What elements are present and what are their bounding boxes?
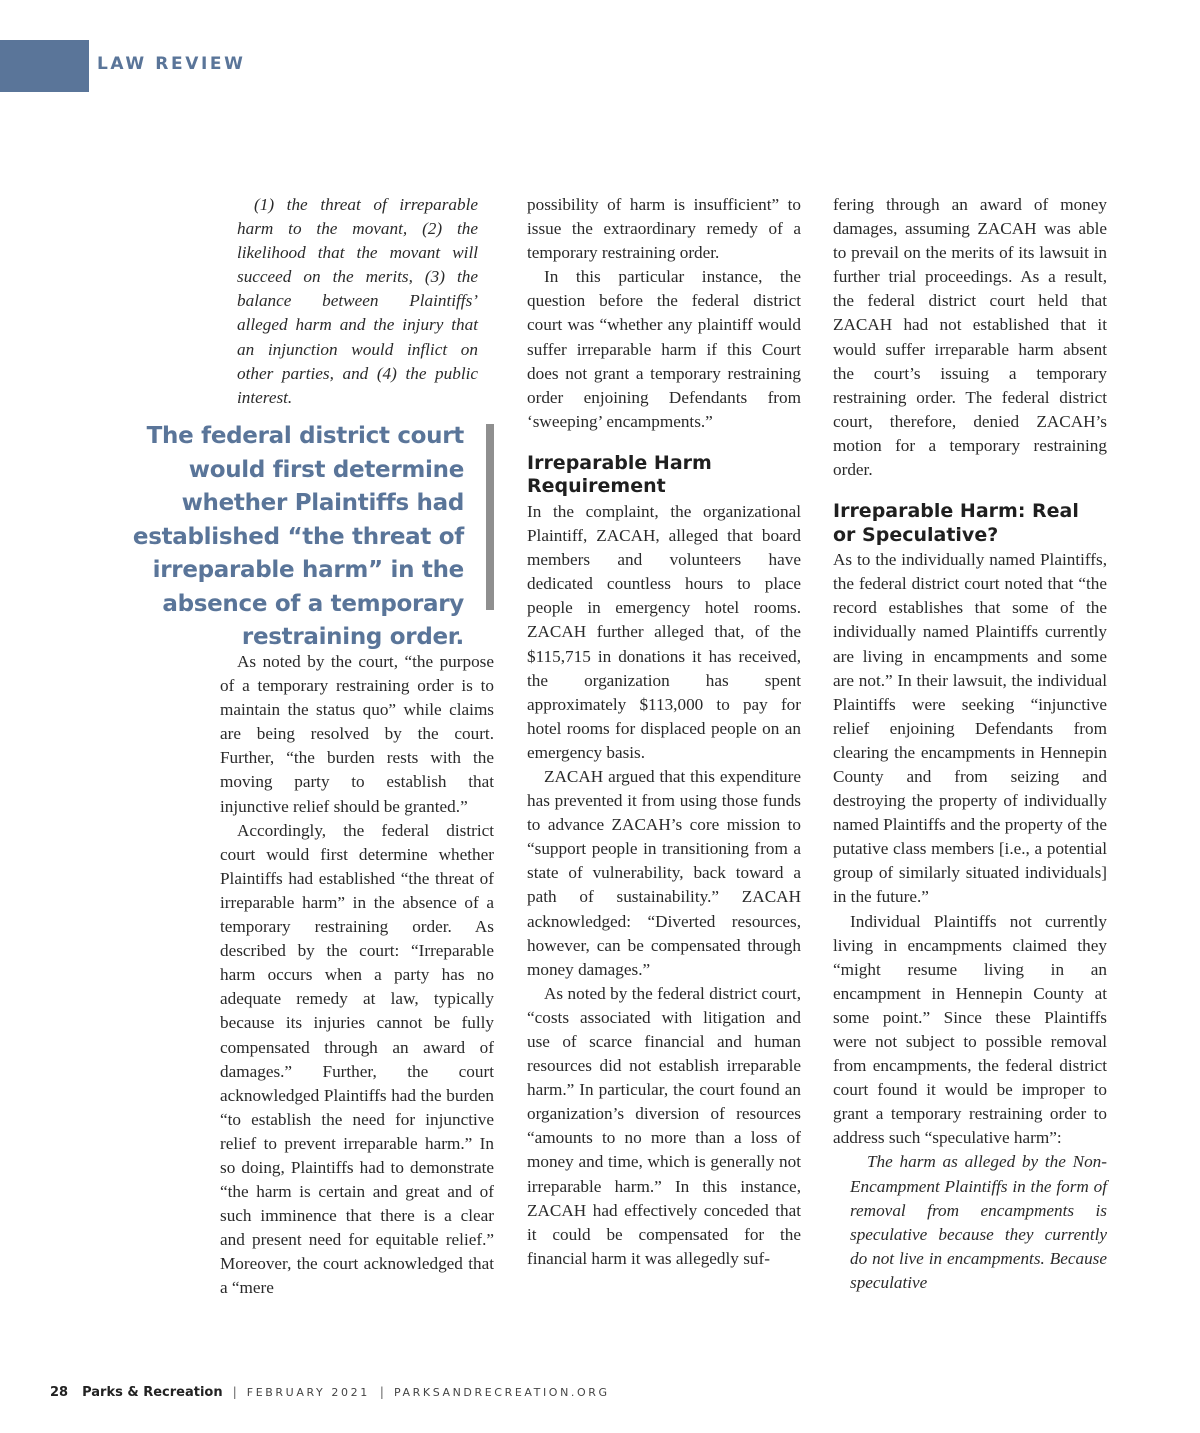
column-1 — [220, 650, 494, 1301]
paragraph: As noted by the federal district court, “costs associated with litigation and use of scarce financial and human resources did not establish irreparable harm.” In particular, the court found an organization’s diversion of resources “amounts to no more than a loss of money and time, which is generally not irreparable harm.” In this instance, ZACAH had effectively conceded that it could be compensated for the financial harm it was allegedly suf- — [527, 983, 801, 1268]
pull-quote: The federal district court would first determine whether Plaintiffs had established “the threat of irreparable harm” in the absence of a temporary restraining order. — [132, 423, 464, 650]
paragraph: As to the individually named Plaintiffs, the federal district court noted that “the record establishes that some of the individually named Plaintiffs currently are living in encampments and some are not.” In their lawsuit, the individual Plaintiffs were seeking “injunctive relief enjoining Defendants from clearing the encampments in Hennepin County and from seizing and destroying the property of individually named Plaintiffs and the property of the putative class members [i.e., a potential group of similarly situated individuals] in the future.” — [833, 550, 1107, 907]
block-quote: The harm as alleged by the Non-Encampment Plaintiffs in the form of removal from encampments is speculative because they currently do not live in encampments. Because speculative — [850, 1152, 1107, 1292]
paragraph: ZACAH argued that this expenditure has prevented it from using those funds to advance ZACAH’s core mission to “support people in transitioning from a state of vulnerability, back toward a path of sustainability.” ZACAH acknowledged: “Diverted resources, however, can be compensated through money damages.” — [527, 766, 801, 979]
paragraph: As noted by the court, “the purpose of a temporary restraining order is to maintain the status quo” while claims are being resolved by the court. Further, “the burden rests with the moving party to establish that injunctive relief should be granted.” — [220, 652, 494, 816]
column-2 — [527, 193, 801, 1271]
paragraph: In the complaint, the organizational Plaintiff, ZACAH, alleged that board members and volunteers have dedicated countless hours to place people in emergency hotel rooms. ZACAH further alleged that, of the $115,715 in donations it has received, the organization has spent approximately $113,000 to pay for hotel rooms for displaced people on an emergency basis. — [527, 501, 801, 762]
block-quote: (1) the threat of irreparable harm to the movant, (2) the likelihood that the movant will succeed on the merits, (3) the balance between Plaintiffs’ alleged harm and the injury that an injunction would inflict on other parties, and (4) the public interest. — [237, 195, 478, 407]
paragraph: Individual Plaintiffs not currently living in encampments claimed they “might resume living in an encampment in Hennepin County at some point.” Since these Plaintiffs were not subject to possible removal from encampments, the federal district court found it would be improper to grant a temporary restraining order to address such “speculative harm”: — [833, 911, 1107, 1148]
page-number: 28 — [50, 1385, 69, 1400]
column-3 — [833, 193, 1107, 1295]
section-heading: Irreparable Harm Requirement — [527, 451, 712, 498]
header-accent-bar — [0, 40, 89, 92]
magazine-name: Parks & Recreation — [82, 1385, 223, 1400]
paragraph: In this particular instance, the question before the federal district court was “whether any plaintiff would suffer irreparable harm if this Court does not grant a temporary restraining order enjoining Defendants from ‘sweeping’ encampments.” — [527, 267, 801, 431]
paragraph: fering through an award of money damages, assuming ZACAH was able to prevail on the merits of its lawsuit in further trial proceedings. As a result, the federal district court held that ZACAH had not established that it would suffer irreparable harm absent the court’s issuing a temporary restraining order. The federal district court, therefore, denied ZACAH’s motion for a temporary restraining order. — [833, 195, 1107, 480]
page-footer — [50, 1384, 610, 1400]
website: PARKSANDRECREATION.ORG — [393, 1386, 610, 1399]
issue-date: FEBRUARY 2021 — [246, 1386, 370, 1399]
footer-separator: | — [232, 1384, 237, 1399]
pull-quote-rule — [486, 424, 494, 610]
paragraph: Accordingly, the federal district court would first determine whether Plaintiffs had established “the threat of irreparable harm” in the absence of a temporary restraining order. As described by the court: “Irreparable harm occurs when a party has no adequate remedy at law, typically because its injuries cannot be fully compensated through an award of damages.” Further, the court acknowledged Plaintiffs had the burden “to establish the need for injunctive relief to prevent irreparable harm.” In so doing, Plaintiffs had to demonstrate “the harm is certain and great and of such imminence that there is a clear and present need for equitable relief.” Moreover, the court acknowledged that a “mere — [220, 820, 494, 1298]
section-heading: Irreparable Harm: Real or Speculative? — [833, 500, 1079, 546]
section-label: LAW REVIEW — [97, 54, 246, 74]
footer-separator: | — [379, 1384, 384, 1399]
column-1-quote — [237, 193, 478, 410]
paragraph: possibility of harm is insufficient” to issue the extraordinary remedy of a temporary restraining order. — [527, 195, 801, 263]
